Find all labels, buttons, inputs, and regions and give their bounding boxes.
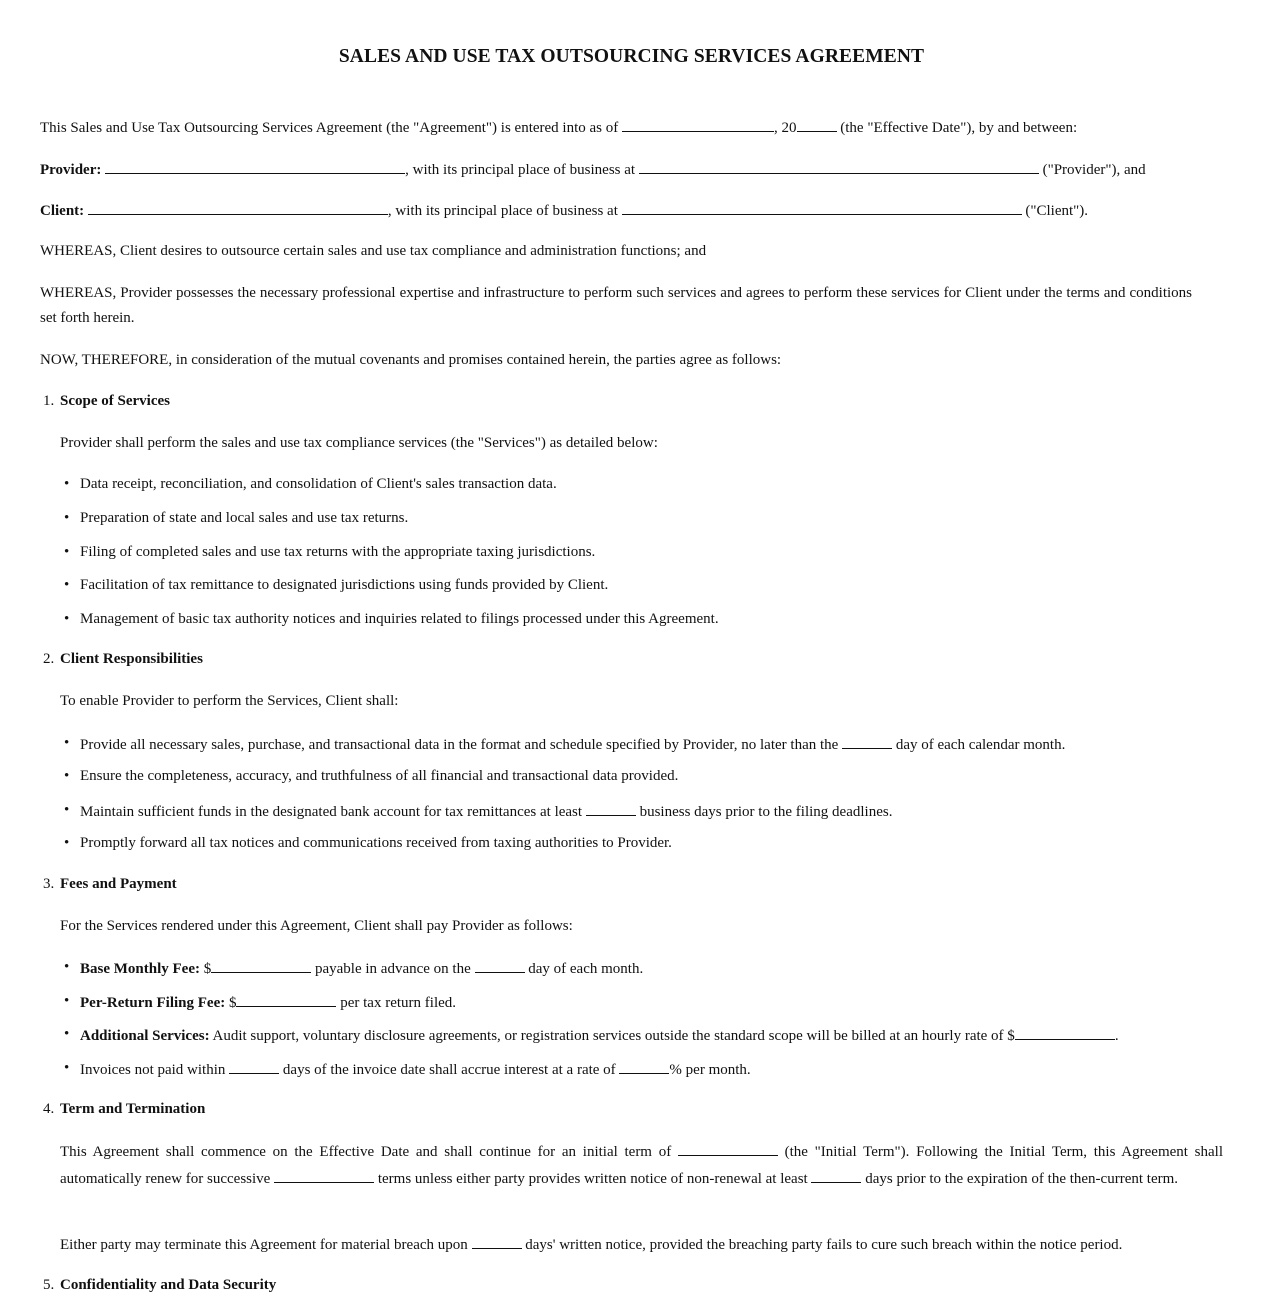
paragraph-text: terms unless either party provides written notice of non-renewal at least xyxy=(374,1171,812,1187)
item-text-end: per tax return filed. xyxy=(336,995,457,1011)
currency-symbol: $ xyxy=(199,961,212,977)
section-number: 1. xyxy=(43,393,55,409)
document-title: SALES AND USE TAX OUTSOURCING SERVICES AGREEMENT xyxy=(338,46,925,67)
base-fee-day-blank[interactable] xyxy=(475,955,525,973)
section-number: 5. xyxy=(43,1277,55,1293)
list-item xyxy=(80,1056,751,1083)
section-5-heading xyxy=(43,1273,277,1298)
provider-address-blank[interactable] xyxy=(639,156,1039,174)
section-title: Scope of Services xyxy=(60,393,170,409)
item-text: Invoices not paid within xyxy=(80,1062,230,1078)
now-therefore-paragraph: NOW, THEREFORE, in consideration of the mutual covenants and promises contained herein, the parties agree as follows: xyxy=(40,352,782,368)
section-title: Confidentiality and Data Security xyxy=(60,1277,277,1293)
item-text: Audit support, voluntary disclosure agreements, or registration services outside the standard scope will be billed at an hourly rate of $ xyxy=(209,1028,1015,1044)
item-text-end: % per month. xyxy=(669,1062,751,1078)
paragraph-text: (the "Initial Term"). Following the Initial Term, this Agreement shall automatically renew for successive xyxy=(60,1144,1223,1187)
client-name-blank[interactable] xyxy=(88,197,388,215)
section-1-heading xyxy=(43,389,170,414)
item-text: days of the invoice date shall accrue interest at a rate of xyxy=(279,1062,620,1078)
list-item: • Filing of completed sales and use tax returns with the appropriate taxing jurisdictions. xyxy=(80,540,595,565)
effective-year-blank[interactable] xyxy=(797,114,837,132)
section-number: 4. xyxy=(43,1101,55,1117)
provider-text: , with its principal place of business at xyxy=(405,162,639,178)
list-item: • Preparation of state and local sales and use tax returns. xyxy=(80,506,408,531)
data-due-day-blank[interactable] xyxy=(842,731,892,749)
item-text: Provide all necessary sales, purchase, and transactional data in the format and schedule specified by Provider, no later than the xyxy=(80,737,843,753)
per-return-fee-blank[interactable] xyxy=(236,989,336,1007)
whereas-paragraph-1: WHEREAS, Client desires to outsource certain sales and use tax compliance and administration functions; and xyxy=(40,243,707,259)
fee-label: Additional Services: xyxy=(80,1028,210,1044)
paragraph-text: Either party may terminate this Agreement for material breach upon xyxy=(60,1237,472,1253)
initial-term-blank[interactable] xyxy=(678,1138,778,1156)
list-item xyxy=(80,731,1065,758)
list-item: • Data receipt, reconciliation, and consolidation of Client's sales transaction data. xyxy=(80,472,557,497)
client-label: Client: xyxy=(40,203,85,219)
section-title: Fees and Payment xyxy=(60,876,177,892)
provider-text-end: ("Provider"), and xyxy=(1038,162,1146,178)
section-2-heading xyxy=(43,647,203,672)
client-text-end: ("Client"). xyxy=(1021,203,1089,219)
intro-text: This Sales and Use Tax Outsourcing Services Agreement (the "Agreement") is entered into as of xyxy=(40,120,623,136)
intro-paragraph xyxy=(40,114,1077,141)
list-item xyxy=(80,955,643,982)
provider-line xyxy=(40,156,1146,183)
client-line xyxy=(40,197,1088,224)
paragraph-text: This Agreement shall commence on the Effective Date and shall continue for an initial term of xyxy=(60,1144,678,1160)
section-title: Term and Termination xyxy=(60,1101,206,1117)
paragraph-text-end: days' written notice, provided the breaching party fails to cure such breach within the notice period. xyxy=(521,1237,1123,1253)
list-item xyxy=(80,989,456,1016)
item-text: payable in advance on the xyxy=(311,961,475,977)
termination-paragraph xyxy=(60,1231,1122,1258)
list-item: • Promptly forward all tax notices and communications received from taxing authorities to Provider. xyxy=(80,831,672,856)
section-number: 2. xyxy=(43,651,55,667)
invoice-days-blank[interactable] xyxy=(229,1056,279,1074)
section-number: 3. xyxy=(43,876,55,892)
section-3-heading xyxy=(43,872,177,897)
section-2-intro: To enable Provider to perform the Services, Client shall: xyxy=(60,693,399,709)
term-paragraph xyxy=(60,1138,1223,1192)
list-item xyxy=(80,798,892,825)
list-item: • Facilitation of tax remittance to designated jurisdictions using funds provided by Client. xyxy=(80,573,608,598)
paragraph-text-end: days prior to the expiration of the then-current term. xyxy=(861,1171,1179,1187)
hourly-rate-blank[interactable] xyxy=(1015,1022,1115,1040)
funding-days-blank[interactable] xyxy=(586,798,636,816)
section-3-intro: For the Services rendered under this Agreement, Client shall pay Provider as follows: xyxy=(60,918,573,934)
list-item xyxy=(80,1022,1119,1049)
section-title: Client Responsibilities xyxy=(60,651,203,667)
client-address-blank[interactable] xyxy=(622,197,1022,215)
section-1-intro: Provider shall perform the sales and use tax compliance services (the "Services") as detailed below: xyxy=(60,435,658,451)
interest-rate-blank[interactable] xyxy=(619,1056,669,1074)
base-fee-blank[interactable] xyxy=(211,955,311,973)
client-text: , with its principal place of business at xyxy=(387,203,622,219)
fee-label: Base Monthly Fee: xyxy=(80,961,200,977)
fee-label: Per-Return Filing Fee: xyxy=(80,995,226,1011)
breach-notice-days-blank[interactable] xyxy=(472,1231,522,1249)
provider-label: Provider: xyxy=(40,162,102,178)
currency-symbol: $ xyxy=(225,995,237,1011)
whereas-paragraph-2: WHEREAS, Provider possesses the necessary professional expertise and infrastructure to perform such services and agrees to perform these services for Client under the terms and conditions set forth herein. xyxy=(40,285,1192,326)
provider-name-blank[interactable] xyxy=(105,156,405,174)
intro-year-prefix: , 20 xyxy=(774,120,797,136)
item-text: Maintain sufficient funds in the designated bank account for tax remittances at least xyxy=(80,804,586,820)
intro-text-end: (the "Effective Date"), by and between: xyxy=(836,120,1078,136)
item-text-end: day of each calendar month. xyxy=(892,737,1066,753)
effective-date-blank[interactable] xyxy=(622,114,774,132)
renewal-term-blank[interactable] xyxy=(274,1165,374,1183)
nonrenewal-notice-days-blank[interactable] xyxy=(811,1165,861,1183)
item-text-end: business days prior to the filing deadlines. xyxy=(635,804,893,820)
item-text-end: day of each month. xyxy=(524,961,644,977)
item-text-end: . xyxy=(1114,1028,1119,1044)
section-4-heading xyxy=(43,1097,206,1122)
list-item: • Management of basic tax authority notices and inquiries related to filings processed under this Agreement. xyxy=(80,607,719,632)
list-item: • Ensure the completeness, accuracy, and truthfulness of all financial and transactional data provided. xyxy=(80,764,678,789)
